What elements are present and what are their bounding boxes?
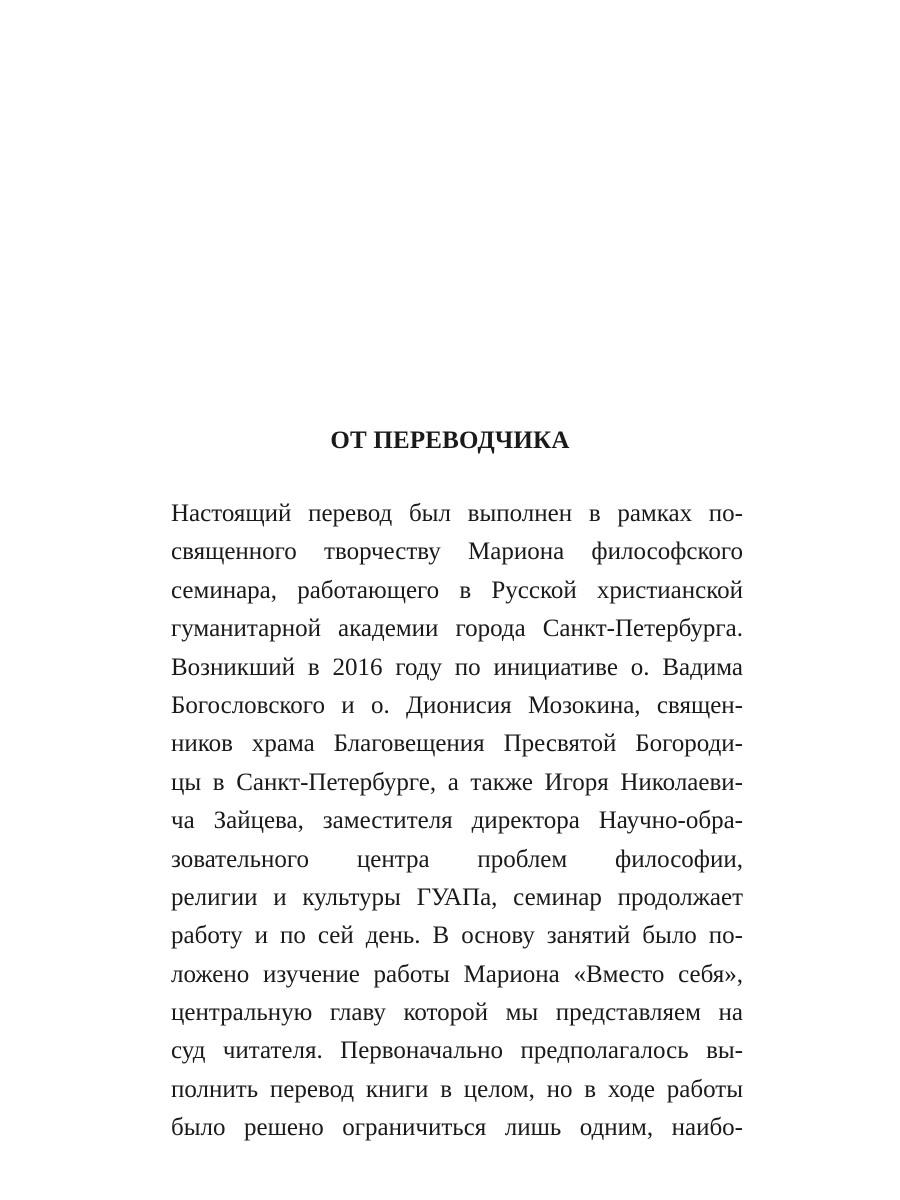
- text-line: зовательного центра проблем философии,: [171, 845, 743, 873]
- text-line: цы в Санкт-Петербурге, а также Игоря Николаеви-: [171, 768, 743, 796]
- chapter-heading: ОТ ПЕРЕВОДЧИКА: [330, 427, 570, 454]
- text-line: семинара, работающего в Русской христианской: [171, 576, 743, 604]
- text-line: Богословского и о. Дионисия Мозокина, священ-: [171, 691, 743, 719]
- body-paragraph: [171, 495, 743, 1148]
- text-line: работу и по сей день. В основу занятий было по-: [171, 922, 743, 950]
- text-line: ников храма Благовещения Пресвятой Богороди-: [171, 730, 743, 758]
- text-line: Возникший в 2016 году по инициативе о. Вадима: [171, 653, 743, 681]
- text-line: суд читателя. Первоначально предполагалось вы-: [171, 1037, 743, 1065]
- text-line: ложено изучение работы Мариона «Вместо себя»,: [171, 960, 743, 988]
- text-line: священного творчеству Мариона философского: [171, 538, 743, 566]
- text-line: гуманитарной академии города Санкт-Петербурга.: [171, 615, 743, 643]
- text-line: Настоящий перевод был выполнен в рамках по-: [171, 500, 743, 527]
- text-line: полнить перевод книги в целом, но в ходе работы: [171, 1075, 743, 1103]
- text-line: ча Зайцева, заместителя директора Научно-обра-: [171, 807, 743, 835]
- text-line: было решено ограничиться лишь одним, наибо-: [171, 1114, 743, 1142]
- text-line: религии и культуры ГУАПа, семинар продолжает: [171, 883, 743, 911]
- text-line: центральную главу которой мы представляем на: [171, 999, 743, 1027]
